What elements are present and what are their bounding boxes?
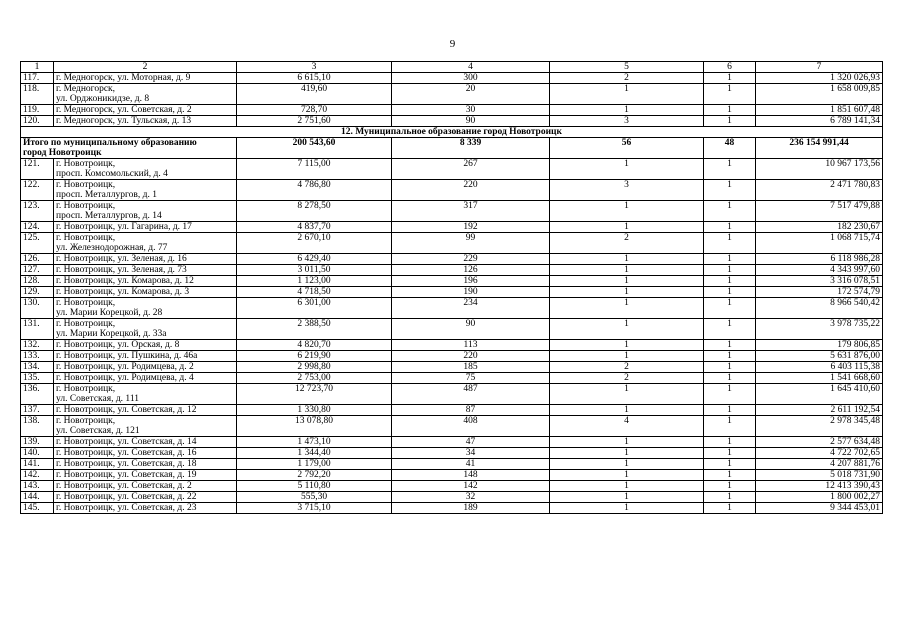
total-residents-cell: 8 339 (392, 138, 550, 159)
table-row (21, 105, 883, 116)
area-cell: 1 330,80 (237, 405, 392, 416)
table-row (21, 287, 883, 298)
count-cell: 1 (704, 287, 756, 298)
row-number-cell: 133. (21, 351, 54, 362)
count-cell: 1 (550, 448, 704, 459)
address-cell: г. Новотроицк, ул. Комарова, д. 3 (54, 287, 237, 298)
count-cell: 1 (704, 319, 756, 340)
area-cell: 1 179,00 (237, 459, 392, 470)
cost-cell: 182 230,67 (756, 222, 883, 233)
table-row (21, 116, 883, 127)
residents-cell: 87 (392, 405, 550, 416)
residents-cell: 41 (392, 459, 550, 470)
area-cell: 4 820,70 (237, 340, 392, 351)
row-number-cell: 117. (21, 73, 54, 84)
area-cell: 12 723,70 (237, 384, 392, 405)
page-number: 9 (449, 38, 456, 50)
residents-cell: 189 (392, 503, 550, 514)
residents-cell: 220 (392, 180, 550, 201)
total-cost-cell: 236 154 991,44 (756, 138, 883, 159)
area-cell: 555,30 (237, 492, 392, 503)
section-row (21, 127, 883, 138)
count-cell: 1 (704, 437, 756, 448)
table-row (21, 459, 883, 470)
table-row (21, 159, 883, 180)
cost-cell: 1 320 026,93 (756, 73, 883, 84)
area-cell: 2 998,80 (237, 362, 392, 373)
header-cell: 1 (21, 62, 54, 73)
address-cell: г. Новотроицк, ул. Зеленая, д. 16 (54, 254, 237, 265)
count-cell: 3 (550, 116, 704, 127)
address-cell: г. Новотроицк, ул. Родимцева, д. 2 (54, 362, 237, 373)
count-cell: 1 (704, 384, 756, 405)
area-cell: 4 837,70 (237, 222, 392, 233)
cost-cell: 3 316 078,51 (756, 276, 883, 287)
residents-cell: 75 (392, 373, 550, 384)
area-cell: 5 110,80 (237, 481, 392, 492)
cost-cell: 1 800 002,27 (756, 492, 883, 503)
count-cell: 1 (704, 351, 756, 362)
row-number-cell: 123. (21, 201, 54, 222)
total-count-cell: 48 (704, 138, 756, 159)
count-cell: 1 (704, 222, 756, 233)
address-cell: г. Новотроицк, ул. Орская, д. 8 (54, 340, 237, 351)
residents-cell: 229 (392, 254, 550, 265)
residents-cell: 185 (392, 362, 550, 373)
table-row (21, 492, 883, 503)
row-number-cell: 139. (21, 437, 54, 448)
residents-cell: 47 (392, 437, 550, 448)
count-cell: 1 (704, 84, 756, 105)
residents-cell: 90 (392, 319, 550, 340)
area-cell: 2 388,50 (237, 319, 392, 340)
address-cell: г. Новотроицк, ул. Советская, д. 19 (54, 470, 237, 481)
count-cell: 1 (704, 416, 756, 437)
address-cell: г. Новотроицк, ул. Советская, д. 12 (54, 405, 237, 416)
area-cell: 6 301,00 (237, 298, 392, 319)
count-cell: 2 (550, 233, 704, 254)
count-cell: 4 (550, 416, 704, 437)
row-number-cell: 142. (21, 470, 54, 481)
address-cell: г. Новотроицк, ул. Советская, д. 18 (54, 459, 237, 470)
count-cell: 1 (704, 233, 756, 254)
area-cell: 2 670,10 (237, 233, 392, 254)
count-cell: 1 (550, 254, 704, 265)
count-cell: 1 (550, 437, 704, 448)
address-cell: г. Новотроицк, просп. Металлургов, д. 14 (54, 201, 237, 222)
address-cell: г. Новотроицк, ул. Комарова, д. 12 (54, 276, 237, 287)
count-cell: 1 (704, 201, 756, 222)
cost-cell: 1 645 410,60 (756, 384, 883, 405)
address-cell: г. Новотроицк, ул. Марии Корецкой, д. 28 (54, 298, 237, 319)
residents-cell: 142 (392, 481, 550, 492)
residents-cell: 190 (392, 287, 550, 298)
address-cell: г. Новотроицк, ул. Зеленая, д. 73 (54, 265, 237, 276)
row-number-cell: 126. (21, 254, 54, 265)
cost-cell: 6 403 115,38 (756, 362, 883, 373)
count-cell: 1 (704, 362, 756, 373)
address-cell: г. Новотроицк, ул. Советская, д. 121 (54, 416, 237, 437)
count-cell: 2 (550, 362, 704, 373)
row-number-cell: 130. (21, 298, 54, 319)
area-cell: 2 792,20 (237, 470, 392, 481)
count-cell: 1 (550, 222, 704, 233)
table-row (21, 437, 883, 448)
cost-cell: 3 978 735,22 (756, 319, 883, 340)
count-cell: 1 (550, 340, 704, 351)
count-cell: 1 (550, 492, 704, 503)
row-number-cell: 132. (21, 340, 54, 351)
count-cell: 2 (550, 373, 704, 384)
cost-cell: 172 574,79 (756, 287, 883, 298)
area-cell: 7 115,00 (237, 159, 392, 180)
address-cell: г. Медногорск, ул. Тульская, д. 13 (54, 116, 237, 127)
row-number-cell: 143. (21, 481, 54, 492)
header-cell: 2 (54, 62, 237, 73)
count-cell: 1 (704, 503, 756, 514)
row-number-cell: 118. (21, 84, 54, 105)
table-row (21, 384, 883, 405)
cost-cell: 9 344 453,01 (756, 503, 883, 514)
area-cell: 6 429,40 (237, 254, 392, 265)
row-number-cell: 127. (21, 265, 54, 276)
count-cell: 1 (704, 159, 756, 180)
area-cell: 419,60 (237, 84, 392, 105)
residents-cell: 34 (392, 448, 550, 459)
address-cell: г. Новотроицк, ул. Советская, д. 22 (54, 492, 237, 503)
count-cell: 1 (704, 470, 756, 481)
cost-cell: 1 851 607,48 (756, 105, 883, 116)
row-number-cell: 122. (21, 180, 54, 201)
cost-cell: 4 343 997,60 (756, 265, 883, 276)
count-cell: 1 (550, 351, 704, 362)
address-cell: г. Новотроицк, ул. Советская, д. 111 (54, 384, 237, 405)
count-cell: 1 (704, 254, 756, 265)
residents-cell: 126 (392, 265, 550, 276)
residents-cell: 196 (392, 276, 550, 287)
count-cell: 1 (704, 276, 756, 287)
address-cell: г. Новотроицк, ул. Советская, д. 16 (54, 448, 237, 459)
table-row (21, 481, 883, 492)
area-cell: 2 751,60 (237, 116, 392, 127)
table-row (21, 405, 883, 416)
cost-cell: 7 517 479,88 (756, 201, 883, 222)
cost-cell: 1 541 668,60 (756, 373, 883, 384)
table-row (21, 448, 883, 459)
count-cell: 1 (704, 340, 756, 351)
area-cell: 4 786,80 (237, 180, 392, 201)
cost-cell: 5 631 876,00 (756, 351, 883, 362)
cost-cell: 6 118 986,28 (756, 254, 883, 265)
count-cell: 1 (550, 384, 704, 405)
address-cell: г. Новотроицк, ул. Советская, д. 2 (54, 481, 237, 492)
area-cell: 1 473,10 (237, 437, 392, 448)
row-number-cell: 145. (21, 503, 54, 514)
residents-cell: 192 (392, 222, 550, 233)
address-cell: г. Новотроицк, ул. Марии Корецкой, д. 33а (54, 319, 237, 340)
address-cell: г. Медногорск, ул. Моторная, д. 9 (54, 73, 237, 84)
table-row (21, 362, 883, 373)
cost-cell: 4 207 881,76 (756, 459, 883, 470)
count-cell: 1 (704, 105, 756, 116)
residents-cell: 487 (392, 384, 550, 405)
count-cell: 1 (704, 73, 756, 84)
cost-cell: 1 068 715,74 (756, 233, 883, 254)
residents-cell: 317 (392, 201, 550, 222)
count-cell: 1 (550, 287, 704, 298)
cost-cell: 2 577 634,48 (756, 437, 883, 448)
cost-cell: 5 018 731,90 (756, 470, 883, 481)
row-number-cell: 134. (21, 362, 54, 373)
area-cell: 8 278,50 (237, 201, 392, 222)
row-number-cell: 125. (21, 233, 54, 254)
count-cell: 1 (550, 459, 704, 470)
total-area-cell: 200 543,60 (237, 138, 392, 159)
count-cell: 1 (704, 116, 756, 127)
header-cell: 3 (237, 62, 392, 73)
count-cell: 2 (550, 73, 704, 84)
total-count-cell: 56 (550, 138, 704, 159)
area-cell: 13 078,80 (237, 416, 392, 437)
residents-cell: 408 (392, 416, 550, 437)
table-row (21, 254, 883, 265)
row-number-cell: 120. (21, 116, 54, 127)
table-row (21, 276, 883, 287)
cost-cell: 179 806,85 (756, 340, 883, 351)
count-cell: 1 (704, 265, 756, 276)
table-row (21, 233, 883, 254)
count-cell: 1 (704, 492, 756, 503)
row-number-cell: 131. (21, 319, 54, 340)
cost-cell: 2 978 345,48 (756, 416, 883, 437)
table-row (21, 373, 883, 384)
count-cell: 1 (550, 159, 704, 180)
area-cell: 6 219,90 (237, 351, 392, 362)
area-cell: 728,70 (237, 105, 392, 116)
cost-cell: 12 413 390,43 (756, 481, 883, 492)
count-cell: 1 (550, 276, 704, 287)
row-number-cell: 138. (21, 416, 54, 437)
count-cell: 1 (704, 180, 756, 201)
section-title: 12. Муниципальное образование город Новотроицк (21, 127, 883, 138)
address-cell: г. Новотроицк, ул. Советская, д. 14 (54, 437, 237, 448)
header-cell: 7 (756, 62, 883, 73)
table-row (21, 201, 883, 222)
address-cell: г. Медногорск, ул. Советская, д. 2 (54, 105, 237, 116)
row-number-cell: 141. (21, 459, 54, 470)
table-row (21, 298, 883, 319)
row-number-cell: 129. (21, 287, 54, 298)
residents-cell: 220 (392, 351, 550, 362)
address-cell: г. Новотроицк, просп. Металлургов, д. 1 (54, 180, 237, 201)
count-cell: 1 (550, 298, 704, 319)
table-row (21, 416, 883, 437)
cost-cell: 2 611 192,54 (756, 405, 883, 416)
row-number-cell: 144. (21, 492, 54, 503)
table-row (21, 84, 883, 105)
row-number-cell: 121. (21, 159, 54, 180)
residents-cell: 32 (392, 492, 550, 503)
row-number-cell: 137. (21, 405, 54, 416)
count-cell: 1 (550, 105, 704, 116)
count-cell: 1 (704, 459, 756, 470)
cost-cell: 2 471 780,83 (756, 180, 883, 201)
data-table (20, 61, 883, 514)
header-row (21, 62, 883, 73)
header-cell: 4 (392, 62, 550, 73)
row-number-cell: 128. (21, 276, 54, 287)
count-cell: 3 (550, 180, 704, 201)
residents-cell: 113 (392, 340, 550, 351)
table-body (21, 62, 883, 514)
residents-cell: 90 (392, 116, 550, 127)
count-cell: 1 (550, 319, 704, 340)
cost-cell: 10 967 173,56 (756, 159, 883, 180)
count-cell: 1 (550, 470, 704, 481)
cost-cell: 4 722 702,65 (756, 448, 883, 459)
residents-cell: 148 (392, 470, 550, 481)
cost-cell: 1 658 009,85 (756, 84, 883, 105)
area-cell: 1 123,00 (237, 276, 392, 287)
table-row (21, 180, 883, 201)
area-cell: 1 344,40 (237, 448, 392, 459)
address-cell: г. Новотроицк, ул. Родимцева, д. 4 (54, 373, 237, 384)
table-row (21, 351, 883, 362)
address-cell: г. Новотроицк, ул. Гагарина, д. 17 (54, 222, 237, 233)
cost-cell: 6 789 141,34 (756, 116, 883, 127)
count-cell: 1 (550, 405, 704, 416)
residents-cell: 234 (392, 298, 550, 319)
count-cell: 1 (704, 298, 756, 319)
count-cell: 1 (550, 481, 704, 492)
row-number-cell: 140. (21, 448, 54, 459)
area-cell: 2 753,00 (237, 373, 392, 384)
row-number-cell: 124. (21, 222, 54, 233)
total-row (21, 138, 883, 159)
count-cell: 1 (550, 265, 704, 276)
residents-cell: 99 (392, 233, 550, 254)
header-cell: 6 (704, 62, 756, 73)
count-cell: 1 (550, 84, 704, 105)
total-label: Итого по муниципальному образованию город Новотроицк (21, 138, 237, 159)
residents-cell: 300 (392, 73, 550, 84)
count-cell: 1 (704, 405, 756, 416)
residents-cell: 20 (392, 84, 550, 105)
area-cell: 3 715,10 (237, 503, 392, 514)
table-row (21, 503, 883, 514)
cost-cell: 8 966 540,42 (756, 298, 883, 319)
residents-cell: 30 (392, 105, 550, 116)
row-number-cell: 136. (21, 384, 54, 405)
area-cell: 6 615,10 (237, 73, 392, 84)
count-cell: 1 (704, 448, 756, 459)
area-cell: 4 718,50 (237, 287, 392, 298)
table-row (21, 319, 883, 340)
address-cell: г. Новотроицк, ул. Пушкина, д. 46а (54, 351, 237, 362)
row-number-cell: 135. (21, 373, 54, 384)
area-cell: 3 011,50 (237, 265, 392, 276)
count-cell: 1 (550, 201, 704, 222)
residents-cell: 267 (392, 159, 550, 180)
address-cell: г. Новотроицк, ул. Советская, д. 23 (54, 503, 237, 514)
row-number-cell: 119. (21, 105, 54, 116)
table-row (21, 265, 883, 276)
address-cell: г. Новотроицк, ул. Железнодорожная, д. 77 (54, 233, 237, 254)
count-cell: 1 (550, 503, 704, 514)
count-cell: 1 (704, 481, 756, 492)
table-row (21, 222, 883, 233)
address-cell: г. Новотроицк, просп. Комсомольский, д. 4 (54, 159, 237, 180)
table-row (21, 470, 883, 481)
table-row (21, 340, 883, 351)
table-row (21, 73, 883, 84)
count-cell: 1 (704, 373, 756, 384)
address-cell: г. Медногорск, ул. Орджоникидзе, д. 8 (54, 84, 237, 105)
header-cell: 5 (550, 62, 704, 73)
